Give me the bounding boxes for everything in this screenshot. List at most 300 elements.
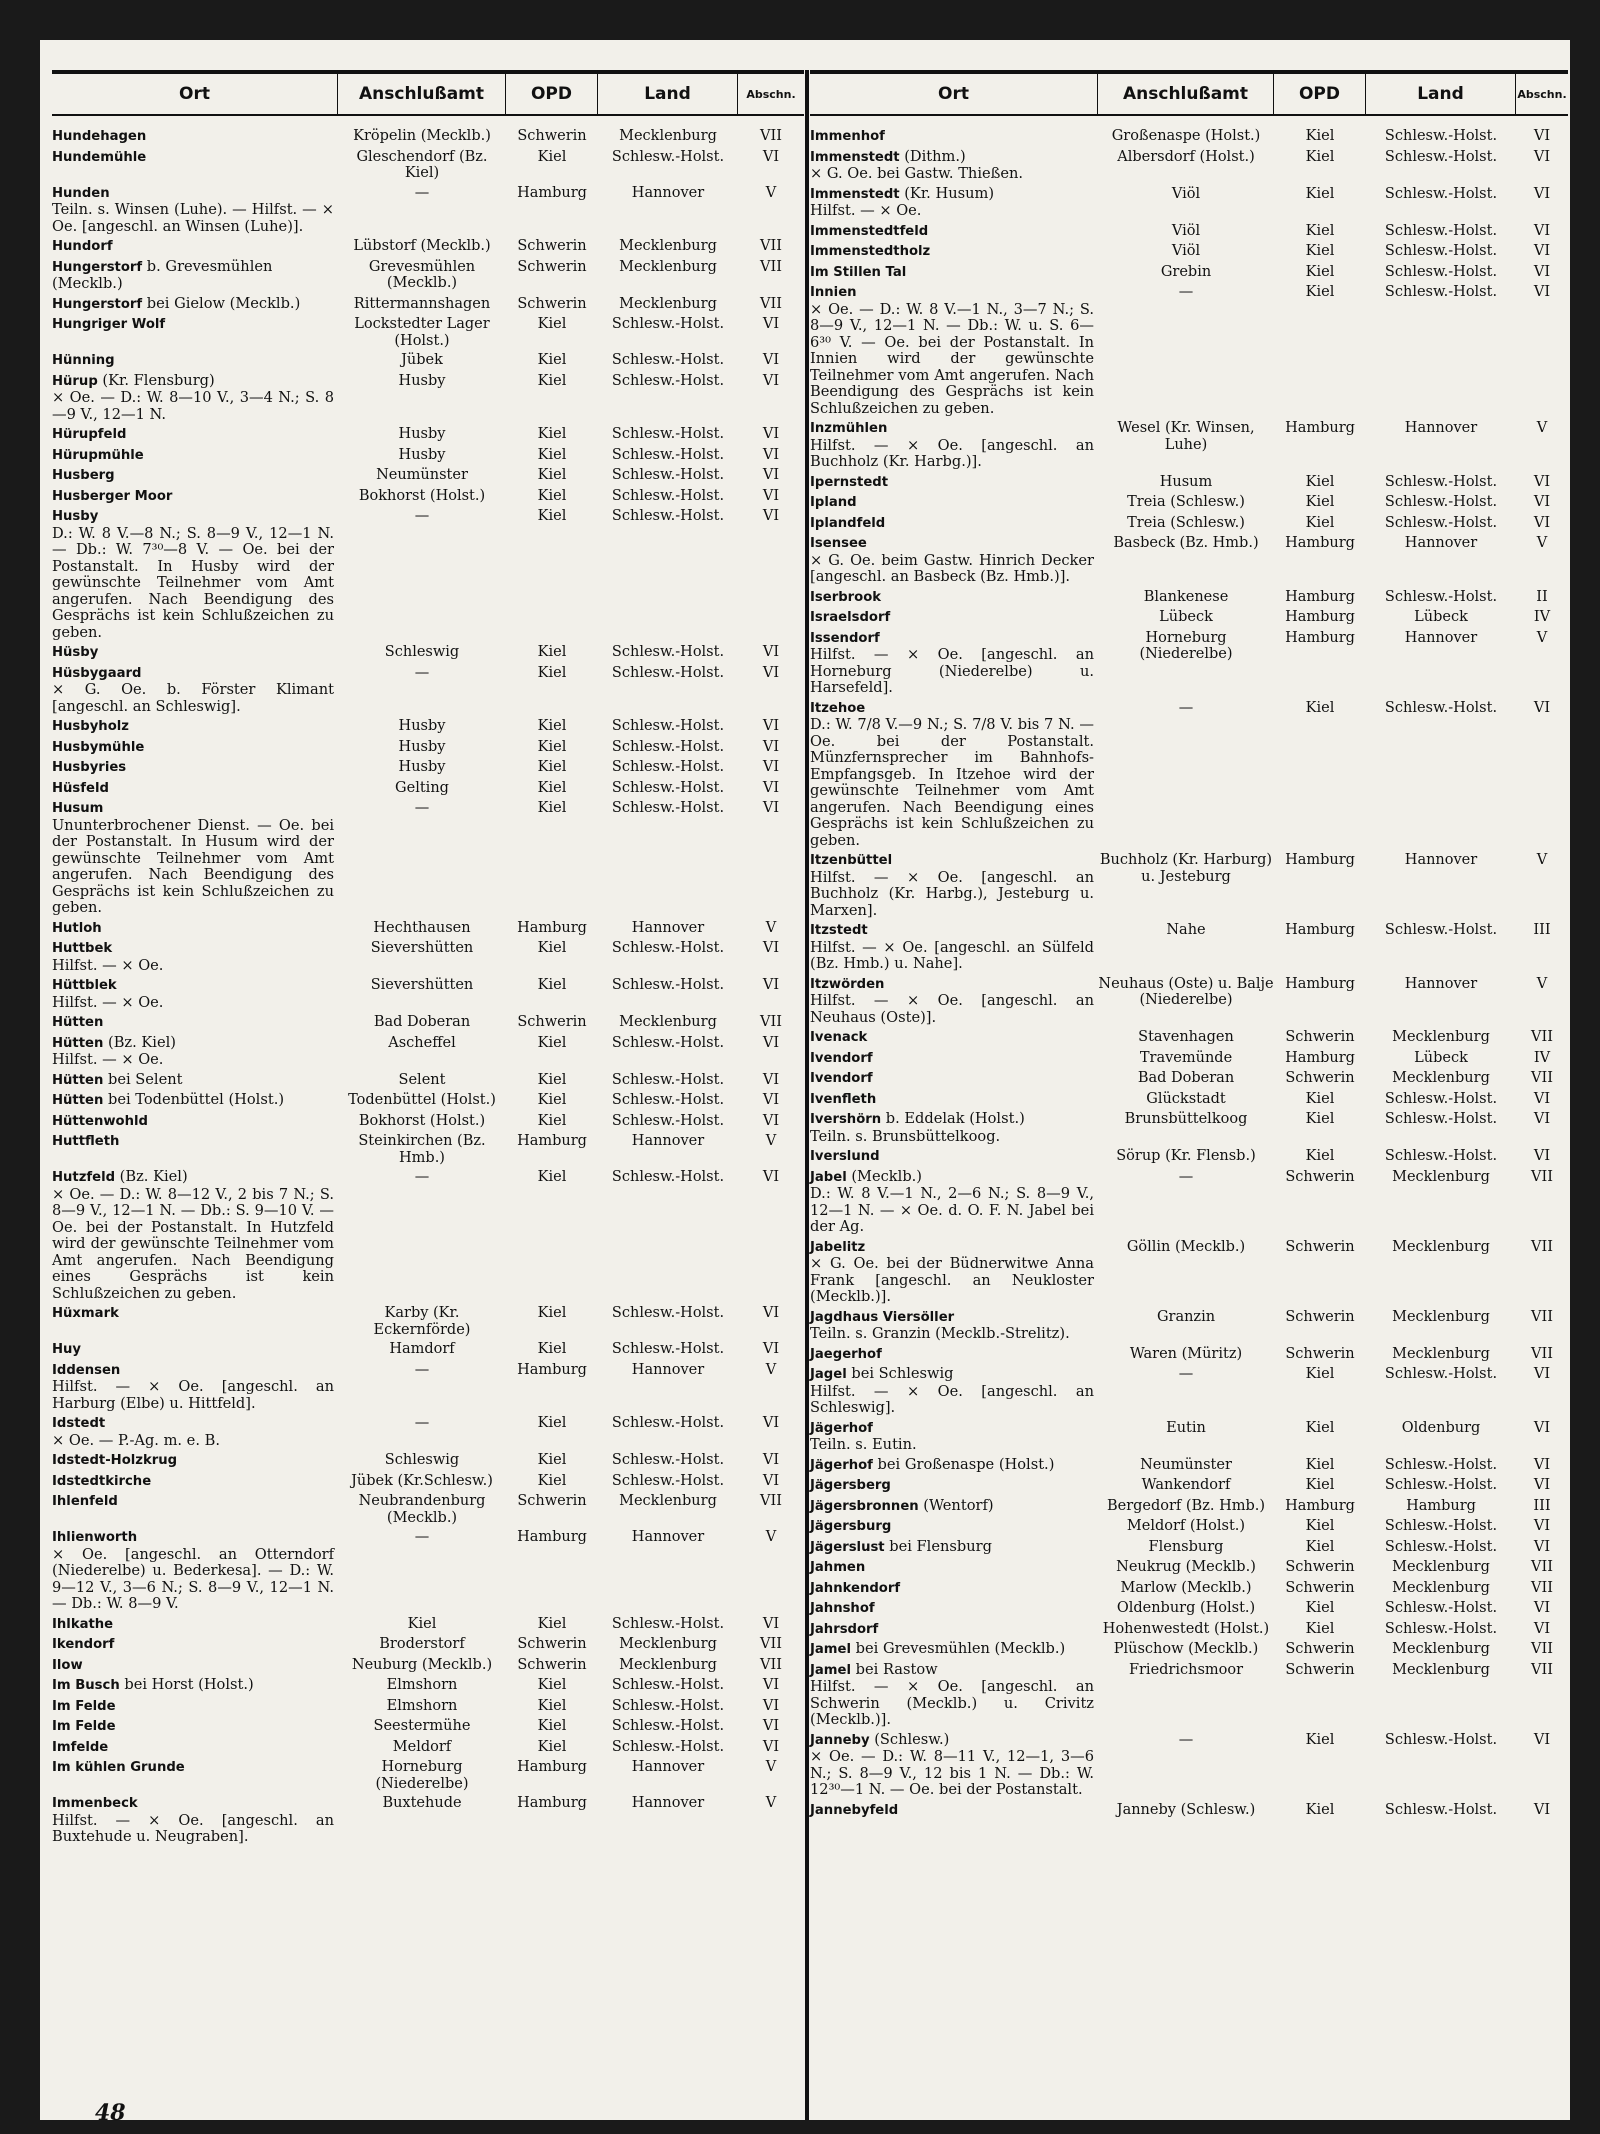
place-cell <box>810 420 1098 471</box>
place-name: Itzwörden <box>810 976 885 992</box>
anschlussamt-cell: Meldorf <box>392 1738 452 1755</box>
place-name: Iserbrook <box>810 589 882 605</box>
abschnitt-cell: V <box>765 1133 777 1149</box>
opd-cell: Kiel <box>537 738 567 755</box>
anschlussamt-cell: Travemünde <box>1139 1049 1233 1066</box>
place-cell <box>810 1732 1098 1799</box>
place-line <box>810 223 1094 241</box>
place-line <box>810 1662 1094 1680</box>
opd-cell: Kiel <box>537 1169 567 1185</box>
place-cell <box>810 264 1098 282</box>
place-line <box>52 665 334 683</box>
directory-entry <box>810 1477 1568 1495</box>
opd-cell: Hamburg <box>517 1361 587 1378</box>
opd-cell: Kiel <box>537 1415 567 1431</box>
anschlussamt-cell: Oldenburg (Holst.) <box>1116 1600 1256 1616</box>
opd-cell: Kiel <box>537 426 567 442</box>
land-cell: Mecklenburg <box>619 1493 717 1509</box>
abschnitt-cell: IV <box>1533 1049 1551 1066</box>
directory-entry <box>810 1148 1568 1166</box>
directory-entry <box>810 1050 1568 1068</box>
opd-cell: Kiel <box>1305 222 1335 239</box>
directory-entry <box>52 1759 804 1792</box>
land-cell: Mecklenburg <box>1392 1308 1490 1325</box>
land-cell: Schlesw.-Holst. <box>611 940 725 956</box>
abschnitt-cell: VII <box>760 295 782 312</box>
place-cell <box>810 1366 1098 1417</box>
anschlussamt-cell: Treia (Schlesw.) <box>1127 494 1245 510</box>
place-cell <box>52 1072 338 1090</box>
abschnitt-cell: V <box>1536 535 1548 551</box>
land-cell: Lübeck <box>1414 609 1468 625</box>
abschnitt-cell: VI <box>1533 473 1551 490</box>
header-anschlussamt: Anschlußamt <box>1098 74 1274 114</box>
place-details: Hilfst. — × Oe. [angeschl. an Schwerin (Mecklb.) u. Crivitz (Mecklb.)]. <box>810 1678 1094 1728</box>
anschlussamt-cell: Viöl <box>1171 243 1201 259</box>
place-cell <box>810 474 1098 492</box>
directory-entry <box>52 1493 804 1526</box>
place-line <box>810 474 1094 492</box>
opd-cell: Kiel <box>537 467 567 483</box>
directory-entry <box>810 852 1568 919</box>
abschnitt-cell: VI <box>1533 243 1551 259</box>
opd-cell: Hamburg <box>1285 420 1355 436</box>
directory-entry <box>52 488 804 506</box>
directory-entry <box>810 1111 1568 1145</box>
place-suffix: bei Grevesmühlen (Mecklb.) <box>851 1640 1066 1657</box>
directory-entry <box>52 1636 804 1654</box>
opd-cell: Kiel <box>537 1697 567 1714</box>
abschnitt-cell: VI <box>762 1415 780 1431</box>
place-name: Hutzfeld <box>52 1170 116 1185</box>
place-name: Im kühlen Grunde <box>52 1760 185 1775</box>
place-line <box>810 700 1094 718</box>
land-cell: Mecklenburg <box>619 1636 717 1652</box>
place-name: Hutloh <box>52 920 102 936</box>
abschnitt-cell: VI <box>762 508 780 524</box>
anschlussamt-cell: Basbeck (Bz. Hmb.) <box>1113 535 1259 551</box>
place-name: Ipernstedt <box>810 474 889 490</box>
place-name: Jahnkendorf <box>810 1580 901 1596</box>
anschlussamt-cell: Göllin (Mecklb.) <box>1126 1238 1246 1255</box>
place-line <box>810 515 1094 533</box>
opd-cell: Kiel <box>537 487 567 504</box>
anschlussamt-cell: Hamdorf <box>389 1341 455 1357</box>
place-line <box>810 1420 1094 1438</box>
place-line <box>810 284 1094 302</box>
place-suffix: (Kr. Flensburg) <box>97 371 215 389</box>
anschlussamt-cell: Hohenwestedt (Holst.) <box>1102 1620 1270 1637</box>
directory-entry <box>810 1641 1568 1659</box>
place-suffix: (Schlesw.) <box>869 1730 950 1748</box>
anschlussamt-cell: Bokhorst (Holst.) <box>358 487 486 504</box>
place-line <box>52 1362 334 1380</box>
opd-cell: Kiel <box>537 1071 567 1088</box>
place-cell <box>52 1677 338 1695</box>
opd-cell: Kiel <box>537 759 567 775</box>
place-line <box>52 718 334 736</box>
place-suffix: bei Rastow <box>851 1660 938 1678</box>
place-name: Isensee <box>810 536 867 551</box>
place-line <box>810 609 1094 627</box>
land-cell: Schlesw.-Holst. <box>1384 1477 1498 1493</box>
land-cell: Schlesw.-Holst. <box>611 718 725 734</box>
place-cell <box>810 1346 1098 1364</box>
directory-entry <box>52 1739 804 1757</box>
place-cell <box>52 1698 338 1716</box>
directory-entry <box>810 1420 1568 1454</box>
land-cell: Hannover <box>631 1795 705 1811</box>
place-line <box>810 535 1094 553</box>
opd-cell: Kiel <box>1305 148 1335 165</box>
abschnitt-cell: VI <box>1533 494 1551 510</box>
land-cell: Schlesw.-Holst. <box>611 1718 725 1734</box>
abschnitt-cell: VI <box>1533 1620 1551 1637</box>
abschnitt-cell: VI <box>1533 148 1551 165</box>
opd-cell: Hamburg <box>1285 922 1355 938</box>
place-cell <box>52 1452 338 1470</box>
directory-entry <box>52 149 804 182</box>
right-entries <box>810 128 1568 1822</box>
place-name: Huttbek <box>52 941 113 956</box>
place-details: × Oe. — D.: W. 8—11 V., 12—1, 3—6 N.; S. 8—9 V., 12 bis 1 N. — Db.: W. 12³⁰—1 N. — Oe. bei der Postanstalt. <box>810 1748 1094 1798</box>
directory-entry <box>52 128 804 146</box>
directory-entry <box>52 467 804 485</box>
place-cell <box>52 185 338 236</box>
place-line <box>810 922 1094 940</box>
abschnitt-cell: VI <box>762 1738 780 1755</box>
directory-entry <box>52 800 804 917</box>
header-ort: Ort <box>52 74 338 114</box>
place-cell <box>810 494 1098 512</box>
opd-cell: Kiel <box>1305 128 1335 144</box>
land-cell: Schlesw.-Holst. <box>611 738 725 755</box>
anschlussamt-cell: Seestermühe <box>373 1718 471 1734</box>
place-line <box>810 186 1094 204</box>
place-suffix: (Wentorf) <box>918 1496 994 1514</box>
directory-entry <box>810 700 1568 850</box>
anschlussamt-cell: Glückstadt <box>1146 1090 1226 1107</box>
place-details: × Oe. — D.: W. 8—12 V., 2 bis 7 N.; S. 8—9 V., 12—1 N. — Db.: S. 9—10 V. — Oe. bei der Postanstalt. In Hutzfeld wird der gewünschte Teilnehmer vom Amt angerufen. Nach Beendigung eines Gesprächs ist kein Schlußzeichen zu geben. <box>52 1185 334 1302</box>
directory-entry <box>52 1452 804 1470</box>
abschnitt-cell: II <box>1536 588 1548 605</box>
place-details: × Oe. — P.-Ag. m. e. B. <box>52 1431 220 1449</box>
abschnitt-cell: VI <box>762 1615 780 1632</box>
place-name: Jagel <box>810 1367 847 1382</box>
directory-page <box>40 40 1570 2126</box>
opd-cell: Kiel <box>1305 1731 1335 1748</box>
place-line <box>810 1498 1094 1516</box>
anschlussamt-cell: Viöl <box>1171 222 1201 239</box>
place-name: Jabelitz <box>810 1239 866 1255</box>
opd-cell: Kiel <box>537 644 567 660</box>
place-name: Idstedt <box>52 1416 106 1431</box>
place-line <box>52 1616 334 1634</box>
opd-cell: Schwerin <box>517 1014 587 1030</box>
abschnitt-cell: VI <box>762 148 780 165</box>
place-name: Huttfleth <box>52 1134 120 1149</box>
anschlussamt-cell: Gelting <box>395 779 449 796</box>
opd-cell: Kiel <box>1305 1600 1335 1616</box>
anschlussamt-cell: — <box>414 1529 430 1545</box>
place-cell <box>52 1169 338 1302</box>
land-cell: Schlesw.-Holst. <box>1384 1111 1498 1127</box>
land-cell: Mecklenburg <box>1392 1168 1490 1185</box>
place-line <box>810 976 1094 994</box>
anschlussamt-cell: Grebin <box>1160 263 1212 280</box>
abschnitt-cell: VI <box>762 446 780 463</box>
place-line <box>52 1795 334 1813</box>
abschnitt-cell: IV <box>1533 609 1551 625</box>
abschnitt-cell: VI <box>1533 128 1551 144</box>
place-cell <box>52 940 338 974</box>
abschnitt-cell: VI <box>1533 222 1551 239</box>
opd-cell: Kiel <box>1305 494 1335 510</box>
place-cell <box>810 976 1098 1027</box>
opd-cell: Kiel <box>1305 699 1335 716</box>
place-name: Husbymühle <box>52 739 145 755</box>
opd-cell: Hamburg <box>1285 629 1355 646</box>
opd-cell: Hamburg <box>1285 609 1355 625</box>
abschnitt-cell: VI <box>762 1718 780 1734</box>
land-cell: Schlesw.-Holst. <box>1384 1366 1498 1382</box>
abschnitt-cell: VI <box>762 1169 780 1185</box>
place-cell <box>810 1498 1098 1516</box>
anschlussamt-cell: — <box>1178 1168 1194 1185</box>
place-name: Hütten <box>52 1093 104 1108</box>
place-line <box>810 264 1094 282</box>
place-cell <box>810 223 1098 241</box>
place-line <box>52 1092 334 1110</box>
place-name: Hundemühle <box>52 149 147 165</box>
anschlussamt-cell: Meldorf (Holst.) <box>1126 1518 1246 1534</box>
place-line <box>810 128 1094 146</box>
anschlussamt-cell: — <box>414 1361 430 1378</box>
anschlussamt-cell: Flensburg <box>1148 1538 1224 1555</box>
abschnitt-cell: VI <box>762 1305 780 1321</box>
abschnitt-cell: VII <box>1531 1308 1553 1325</box>
land-cell: Hannover <box>631 184 705 201</box>
place-line <box>810 1169 1094 1187</box>
abschnitt-cell: VI <box>1533 263 1551 280</box>
abschnitt-cell: VI <box>1533 1477 1551 1493</box>
place-cell <box>810 852 1098 919</box>
land-cell: Schlesw.-Holst. <box>611 1697 725 1714</box>
place-suffix: (Bz. Kiel) <box>103 1033 176 1051</box>
abschnitt-cell: VI <box>1533 699 1551 716</box>
place-details: Hilfst. — × Oe. [angeschl. an Sülfeld (Bz. Hmb.) u. Nahe]. <box>810 938 1094 972</box>
directory-entry <box>52 1035 804 1069</box>
place-name: Ivershörn <box>810 1112 882 1127</box>
place-details: Hilfst. — × Oe. [angeschl. an Neuhaus (Oste)]. <box>810 992 1094 1026</box>
opd-cell: Hamburg <box>1285 975 1355 992</box>
anschlussamt-cell: Schleswig <box>384 644 460 660</box>
place-name: Husbyries <box>52 760 127 775</box>
land-cell: Schlesw.-Holst. <box>611 446 725 463</box>
land-cell: Hannover <box>1404 535 1478 551</box>
directory-entry <box>810 1539 1568 1557</box>
anschlussamt-cell: — <box>414 800 430 816</box>
opd-cell: Kiel <box>1305 263 1335 280</box>
place-name: Jamel <box>810 1642 852 1657</box>
place-name: Immenstedt <box>810 186 900 202</box>
opd-cell: Kiel <box>537 352 567 368</box>
place-name: Hürup <box>52 373 98 389</box>
directory-entry <box>810 1239 1568 1306</box>
place-line <box>52 1452 334 1470</box>
directory-entry <box>52 1529 804 1613</box>
abschnitt-cell: VI <box>1533 1366 1551 1382</box>
anschlussamt-cell: Waren (Müritz) <box>1129 1345 1243 1362</box>
directory-entry <box>810 535 1568 586</box>
place-cell <box>810 1169 1098 1236</box>
place-name: Ihlenfeld <box>52 1494 118 1509</box>
land-cell: Hannover <box>1404 852 1478 868</box>
place-suffix: bei Todenbüttel (Holst.) <box>103 1091 285 1108</box>
place-line <box>52 259 334 293</box>
place-cell <box>52 296 338 314</box>
abschnitt-cell: VII <box>760 1493 782 1509</box>
place-suffix: bei Horst (Holst.) <box>119 1676 254 1693</box>
directory-entry <box>52 1415 804 1449</box>
opd-cell: Hamburg <box>517 1529 587 1545</box>
land-cell: Schlesw.-Holst. <box>611 467 725 483</box>
abschnitt-cell: VI <box>762 467 780 483</box>
abschnitt-cell: VII <box>1531 1579 1553 1596</box>
abschnitt-cell: VII <box>760 258 782 275</box>
opd-cell: Kiel <box>1305 185 1335 202</box>
place-cell <box>810 700 1098 850</box>
place-details: × Oe. — D.: W. 8—10 V., 3—4 N.; S. 8—9 V., 12—1 N. <box>52 389 334 423</box>
directory-entry <box>810 1802 1568 1820</box>
place-name: Jägerhof <box>810 1457 873 1473</box>
place-cell <box>810 1662 1098 1729</box>
place-name: Immenbeck <box>52 1796 138 1811</box>
place-cell <box>810 149 1098 183</box>
place-line <box>810 1111 1094 1129</box>
place-cell <box>52 1473 338 1491</box>
directory-entry <box>810 1029 1568 1047</box>
header-land: Land <box>598 74 738 114</box>
place-cell <box>52 780 338 798</box>
place-cell <box>810 1091 1098 1109</box>
anschlussamt-cell: Viöl <box>1171 185 1201 202</box>
directory-entry <box>810 1621 1568 1639</box>
place-cell <box>810 1239 1098 1306</box>
place-name: Hunden <box>52 185 110 201</box>
place-cell <box>52 316 338 349</box>
place-cell <box>810 1600 1098 1618</box>
abschnitt-cell: VI <box>762 664 780 681</box>
land-cell: Schlesw.-Holst. <box>1384 494 1498 510</box>
place-details: D.: W. 8 V.—1 N., 2—6 N.; S. 8—9 V., 12—1 N. — × Oe. d. O. F. N. Jabel bei der Ag. <box>810 1185 1094 1235</box>
place-cell <box>810 922 1098 973</box>
anschlussamt-cell: Ascheffel <box>388 1034 456 1051</box>
place-cell <box>52 426 338 444</box>
opd-cell: Kiel <box>1305 1111 1335 1127</box>
place-line <box>810 1539 1094 1557</box>
place-name: Iddensen <box>52 1362 121 1378</box>
place-name: Issendorf <box>810 630 880 646</box>
opd-cell: Hamburg <box>1285 852 1355 868</box>
place-cell <box>52 1092 338 1110</box>
place-cell <box>810 1457 1098 1475</box>
land-cell: Schlesw.-Holst. <box>611 1738 725 1755</box>
land-cell: Schlesw.-Holst. <box>611 148 725 165</box>
place-cell <box>810 630 1098 697</box>
abschnitt-cell: VI <box>762 940 780 956</box>
directory-entry <box>52 1014 804 1032</box>
land-cell: Schlesw.-Holst. <box>1384 243 1498 259</box>
place-name: Hüxmark <box>52 1306 119 1321</box>
land-cell: Schlesw.-Holst. <box>1384 128 1498 144</box>
place-details: Teiln. s. Brunsbüttelkoog. <box>810 1127 1001 1145</box>
land-cell: Schlesw.-Holst. <box>1384 263 1498 280</box>
place-cell <box>52 1759 338 1792</box>
directory-entry <box>52 1072 804 1090</box>
place-name: Hüsbygaard <box>52 665 142 681</box>
anschlussamt-cell: Steinkirchen (Bz. Hmb.) <box>358 1133 486 1166</box>
abschnitt-cell: VII <box>1531 1168 1553 1185</box>
anschlussamt-cell: Neukrug (Mecklb.) <box>1116 1559 1256 1575</box>
anschlussamt-cell: Brunsbüttelkoog <box>1124 1111 1248 1127</box>
anschlussamt-cell: Lockstedter Lager (Holst.) <box>354 316 490 349</box>
opd-cell: Kiel <box>1305 284 1335 300</box>
anschlussamt-cell: Blankenese <box>1143 588 1229 605</box>
land-cell: Schlesw.-Holst. <box>611 800 725 816</box>
abschnitt-cell: VI <box>762 718 780 734</box>
land-cell: Schlesw.-Holst. <box>1384 1620 1498 1637</box>
directory-entry <box>52 977 804 1011</box>
abschnitt-cell: VII <box>760 1636 782 1652</box>
place-line <box>52 1305 334 1323</box>
abschnitt-cell: VII <box>1531 1641 1553 1657</box>
abschnitt-cell: VII <box>1531 1238 1553 1255</box>
anschlussamt-cell: Husby <box>398 718 446 734</box>
place-line <box>52 1133 334 1151</box>
anschlussamt-cell: Wankendorf <box>1141 1477 1231 1493</box>
anschlussamt-cell: Albersdorf (Holst.) <box>1117 148 1255 165</box>
header-opd: OPD <box>506 74 598 114</box>
place-line <box>810 1050 1094 1068</box>
place-cell <box>810 243 1098 261</box>
place-line <box>810 1457 1094 1475</box>
directory-entry <box>52 1169 804 1302</box>
abschnitt-cell: VI <box>1533 1148 1551 1164</box>
opd-cell: Schwerin <box>1285 1641 1355 1657</box>
opd-cell: Kiel <box>537 1112 567 1129</box>
place-cell <box>810 1621 1098 1639</box>
place-cell <box>52 1636 338 1654</box>
place-name: Itzehoe <box>810 700 866 716</box>
abschnitt-cell: VI <box>762 1677 780 1693</box>
opd-cell: Kiel <box>537 977 567 993</box>
anschlussamt-cell: — <box>1178 284 1194 300</box>
abschnitt-cell: V <box>765 1529 777 1545</box>
land-cell: Schlesw.-Holst. <box>1384 922 1498 938</box>
place-cell <box>810 1477 1098 1495</box>
place-line <box>52 316 334 334</box>
directory-entry <box>810 128 1568 146</box>
place-cell <box>52 467 338 485</box>
place-cell <box>52 977 338 1011</box>
place-cell <box>52 149 338 182</box>
place-suffix: b. Eddelak (Holst.) <box>881 1110 1025 1127</box>
opd-cell: Schwerin <box>1285 1661 1355 1678</box>
place-name: Iverslund <box>810 1149 880 1164</box>
place-line <box>810 1600 1094 1618</box>
land-cell: Schlesw.-Holst. <box>611 664 725 681</box>
